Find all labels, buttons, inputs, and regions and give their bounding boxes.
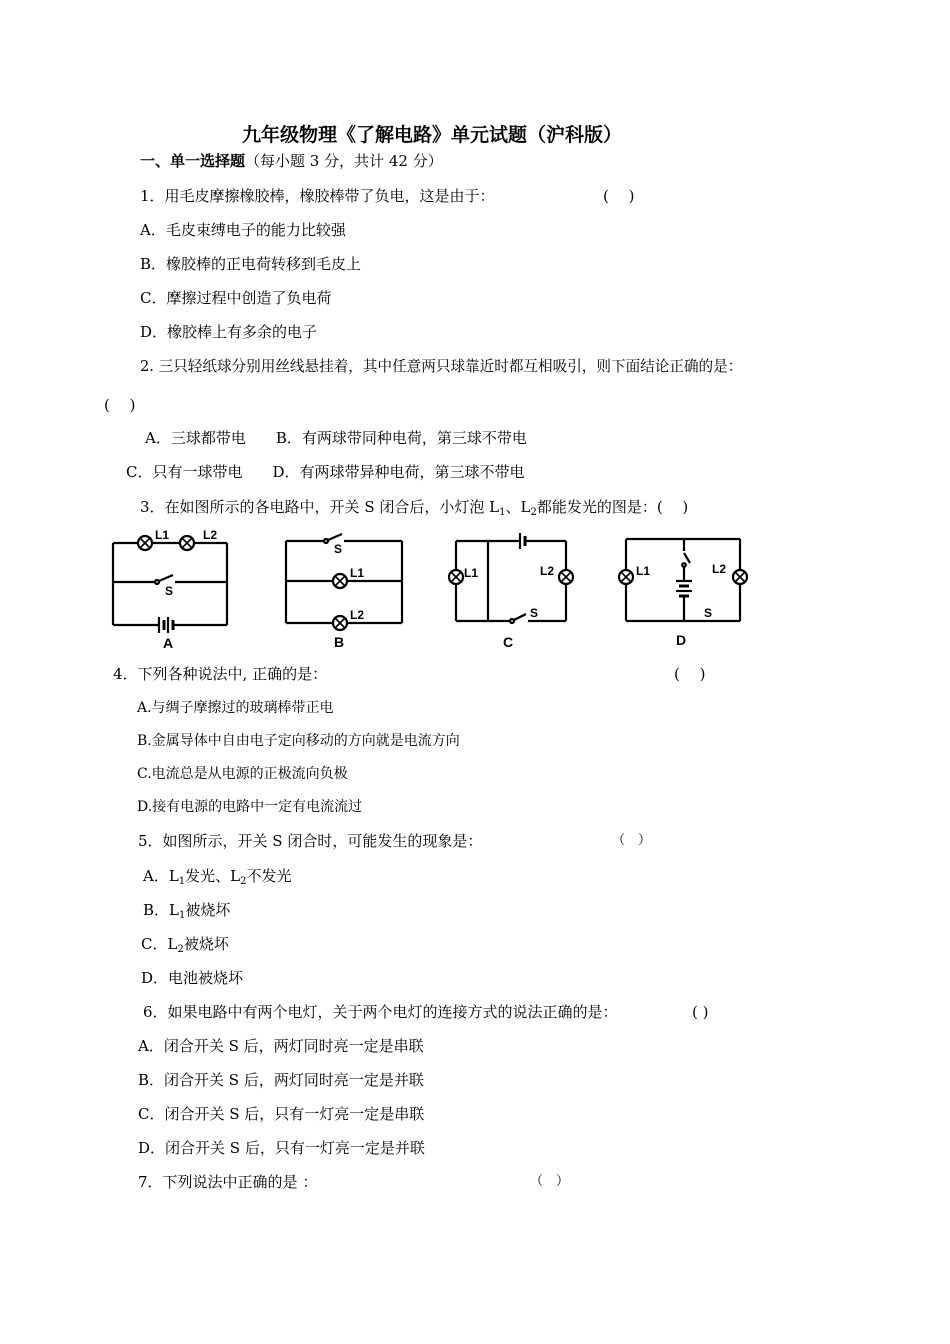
option-d: D．电池被烧坏 — [141, 969, 244, 987]
option-b — [143, 900, 230, 920]
subscript: 2 — [530, 507, 537, 518]
option-c: C.电流总是从电源的正极流向负极 — [137, 766, 348, 782]
option-c — [141, 934, 229, 954]
option-d: D.接有电源的电路中一定有电流流过 — [137, 799, 363, 815]
svg-text:L1: L1 — [636, 564, 651, 578]
options-row-2: C．只有一球带电 D．有两球带异种电荷，第三球不带电 — [126, 463, 525, 481]
question-6-stem: 6．如果电路中有两个电灯，关于两个电灯的连接方式的说法正确的是： — [143, 1003, 618, 1021]
section-label: 一、单一选择题 — [140, 152, 246, 170]
options-row-1: A．三球都带电 B．有两球带同种电荷，第三球不带电 — [145, 429, 527, 447]
circuit-diagram-c — [440, 525, 580, 655]
answer-blank[interactable]: （ ） — [612, 833, 652, 848]
svg-text:L2: L2 — [350, 608, 365, 622]
stem-text: 3．在如图所示的各电路中，开关 S 闭合后，小灯泡 L — [140, 498, 500, 516]
subscript: 2 — [177, 944, 184, 955]
subscript: 1 — [178, 910, 186, 921]
svg-text:B: B — [334, 634, 345, 650]
option-b: B．橡胶棒的正电荷转移到毛皮上 — [140, 255, 362, 273]
section-note: （每小题 3 分，共计 42 分） — [245, 152, 443, 170]
question-1-stem: 1．用毛皮摩擦橡胶棒，橡胶棒带了负电，这是由于： — [140, 187, 495, 205]
svg-text:S: S — [704, 606, 713, 620]
circuit-diagram-b — [280, 525, 410, 655]
answer-blank[interactable]: ( ) — [692, 1003, 709, 1021]
question-2-stem: 2. 三只轻纸球分别用丝线悬挂着，其中任意两只球靠近时都互相吸引，则下面结论正确的是： — [140, 358, 743, 375]
option-a: A．毛皮束缚电子的能力比较强 — [140, 221, 346, 239]
option-d: D．橡胶棒上有多余的电子 — [140, 323, 318, 341]
svg-text:L1: L1 — [350, 566, 365, 580]
svg-text:A: A — [163, 635, 174, 651]
svg-text:D: D — [676, 632, 687, 648]
svg-text:S: S — [530, 606, 539, 620]
option-text: A．L — [143, 867, 179, 885]
svg-text:L2: L2 — [203, 528, 218, 542]
circuit-diagram-a — [105, 525, 235, 655]
svg-text:L2: L2 — [540, 564, 555, 578]
option-text: C．L — [141, 935, 178, 953]
option-d: D．闭合开关 S 后，只有一灯亮一定是并联 — [138, 1139, 425, 1157]
option-text: 发光、L — [185, 867, 241, 885]
stem-text: 都能发光的图是：( ) — [536, 498, 689, 516]
answer-blank[interactable]: ( ) — [603, 187, 635, 205]
question-7-stem: 7．下列说法中正确的是 ： — [138, 1173, 318, 1191]
option-text: 被烧坏 — [183, 935, 229, 953]
stem-text: 、L — [505, 498, 531, 516]
question-5-stem: 5．如图所示，开关 S 闭合时，可能发生的现象是： — [138, 832, 483, 850]
page-title: 九年级物理《了解电路》单元试题（沪科版） — [242, 124, 623, 146]
svg-text:S: S — [334, 542, 343, 556]
option-text: B．L — [143, 901, 179, 919]
option-c: C．摩擦过程中创造了负电荷 — [140, 289, 332, 307]
option-text: 被烧坏 — [185, 901, 231, 919]
option-b: B.金属导体中自由电子定向移动的方向就是电流方向 — [137, 733, 460, 749]
subscript: 1 — [499, 507, 506, 518]
answer-blank[interactable]: （ ） — [530, 1174, 570, 1189]
answer-blank[interactable]: ( ) — [104, 396, 136, 414]
option-a: A．闭合开关 S 后，两灯同时亮一定是串联 — [138, 1037, 424, 1055]
option-a: A.与绸子摩擦过的玻璃棒带正电 — [137, 700, 334, 716]
section-heading — [140, 151, 443, 171]
option-c: C．闭合开关 S 后，只有一灯亮一定是串联 — [138, 1105, 425, 1123]
option-text: 不发光 — [246, 867, 292, 885]
question-3-stem — [140, 497, 688, 517]
svg-text:L1: L1 — [464, 566, 479, 580]
question-4-stem: 4．下列各种说法中, 正确的是： — [113, 665, 328, 683]
option-a — [143, 866, 292, 886]
option-b: B．闭合开关 S 后，两灯同时亮一定是并联 — [138, 1071, 424, 1089]
svg-text:L1: L1 — [155, 528, 170, 542]
svg-text:S: S — [165, 584, 174, 598]
svg-text:C: C — [503, 634, 514, 650]
svg-text:L2: L2 — [712, 562, 727, 576]
subscript: 2 — [240, 876, 247, 887]
circuit-diagram-d — [612, 525, 752, 655]
answer-blank[interactable]: ( ) — [674, 665, 706, 683]
subscript: 1 — [178, 876, 186, 887]
